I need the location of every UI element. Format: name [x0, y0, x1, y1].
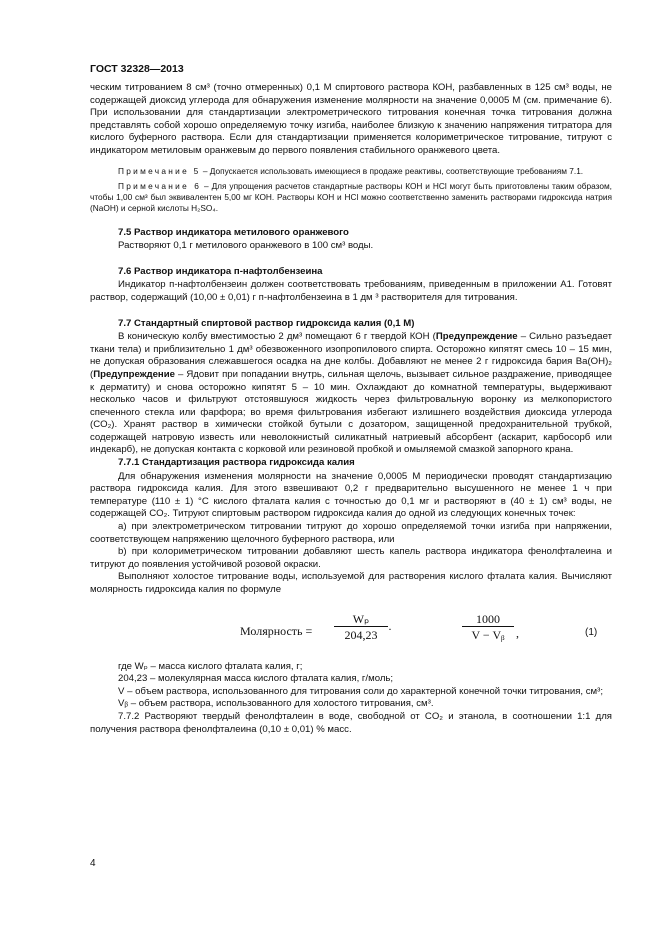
warning-label-1: Предупреждение	[435, 331, 518, 343]
note-5	[90, 166, 612, 177]
note-6-text: – Для упрощения расчетов стандартные растворы КОН и HCl могут быть приготовлены таким образом, чтобы 1,00 см³ был эквивалентен 5,00 мг КОН. Растворы КОН и HCl можно соответственно заменить растворами гидроксида натрия (NaOH) и серной кислоты H₂SO₄.	[90, 180, 612, 213]
molarity-formula	[90, 603, 612, 657]
warning-label-2: Предупреждение	[93, 368, 175, 380]
equation-number: (1)	[585, 626, 598, 638]
formula-numerator-2: 1000	[462, 613, 514, 628]
section-7-7-1-paragraph-2: Выполняют холостое титрование воды, используемой для растворения кислого фталата калия. Вычисляют молярность гидроксида калия по формуле	[90, 571, 612, 595]
section-7-7-2-text: 7.7.2 Растворяют твердый фенолфталеин в воде, свободной от CO₂ и этанола, в соотношении 1:1 для получения раствора фенолфталеина (0,10 ± 0,01) % масс.	[90, 710, 612, 735]
list-item-a: a) при электрометрическом титровании титруют до хорошо определяемой точки изгиба при напряжении, соответствующем напряжению щелочного буферного раствора, или	[90, 521, 612, 545]
formula-fraction-1	[334, 613, 388, 642]
section-7-5-text: Растворяют 0,1 г метилового оранжевого в 100 см³ воды.	[118, 240, 374, 252]
section-7-7-text	[90, 331, 612, 457]
section-7-7-text-b: – Сильно разъедает ткани тела) и приблизительно 1 дм³ обезвоженного изопропилового спирта. Осторожно кипятят смесь 10 – 15 мин, не допуская образования слежавшегося осадка на дне колбы. Добавляют не менее 2 г гидроксида бария Ba(OH)₂ (	[90, 331, 612, 380]
note-6	[90, 181, 612, 214]
note-6-label: Примечание 6	[118, 180, 202, 191]
section-7-6-text: Индикатор п-нафтолбензеин должен соответствовать требованиям, приведенным в приложении А1. Готовят раствор, содержащий (10,00 ± 0,01) г п-нафтолбензеина в 1 дм ³ растворителя для титрования.	[90, 279, 612, 303]
section-7-5-title: 7.5 Раствор индикатора метилового оранжевого	[118, 226, 349, 238]
formula-numerator-1: Wₚ	[334, 613, 388, 628]
document-header: ГОСТ 32328—2013	[90, 63, 184, 75]
section-7-7-text-c: – Ядовит при попадании внутрь, сильная щелочь, вызывает сильное раздражение, приводящее к дерматиту) и снова осторожно кипятят 5 – 10 мин. Охлаждают до комнатной температуры, выдерживают несколько часов и фильтруют отстоявшуюся жидкость через фильтровальную воронку из мелкопористого спеченного стекла или фарфора; во время фильтрования избегают излишнего воздействия диоксида углерода (CO₂). Хранят раствор в химически стойкой бутыли с дозатором, защищенной предохранительной трубкой, содержащей натровую известь или неволокнистый силикатный натриевый абсорбент (аскарит, карбосорб или индекарб), не допуская контакта с корковой или резиновой пробкой и омыляемой смазкой запорного крана.	[90, 368, 612, 456]
definition-wp: где Wₚ – масса кислого фталата калия, г;	[118, 660, 303, 672]
definition-v: V – объем раствора, использованного для титрования соли до характерной конечной точки титрования, см³;	[118, 685, 604, 697]
page-body	[90, 82, 612, 736]
formula-denominator-2: V − Vᵦ	[471, 628, 505, 643]
formula-definitions	[90, 661, 612, 711]
formula-denominator-1: 204,23	[344, 628, 378, 643]
definition-vb: Vᵦ – объем раствора, использованного для холостого титрования, см³.	[118, 698, 434, 710]
list-item-b: b) при колориметрическом титровании добавляют шесть капель раствора индикатора фенолфталеина и титруют до появления устойчивой розовой окраски.	[90, 546, 612, 570]
formula-comma: ,	[516, 625, 519, 640]
section-7-7-1-paragraph-1: Для обнаружения изменения молярности на значение 0,0005 М периодически проводят стандартизацию раствора гидроксида калия. Для этого взвешивают 0,2 г предварительно высушенного не менее 1 ч при температуре (110 ± 1) °C кислого фталата калия с точностью до 0,1 мг и растворяют в (40 ± 1) см³ воды, не содержащей CO₂. Титруют спиртовым раствором гидроксида калия до одной из следующих конечных точек:	[90, 470, 612, 520]
section-7-7-text-a: В коническую колбу вместимостью 2 дм³ помещают 6 г твердой КОН (	[118, 331, 436, 343]
section-7-7-1-title: 7.7.1 Стандартизация раствора гидроксида калия	[118, 457, 355, 469]
formula-lhs: Молярность =	[240, 623, 313, 638]
definition-molar-mass: 204,23 – молекулярная масса кислого фталата калия, г/моль;	[118, 673, 394, 685]
section-7-7-title: 7.7 Стандартный спиртовой раствор гидроксида калия (0,1 М)	[118, 317, 415, 329]
note-5-label: Примечание 5	[118, 165, 201, 176]
formula-dot: ·	[388, 621, 392, 636]
section-7-6-title: 7.6 Раствор индикатора п-нафтолбензеина	[118, 265, 323, 277]
note-5-text: – Допускается использовать имеющиеся в продаже реактивы, соответствующие требованиям 7.1.	[202, 165, 584, 176]
paragraph-continuation: ческим титрованием 8 см³ (точно отмеренных) 0,1 М спиртового раствора КОН, разбавленных в 125 см³ воды, не содержащей диоксид углерода для обнаружения изменение молярности на значение 0,0005 М (см. примечание 6). При использовании для стандартизации электрометрического титрования конечная точка титрования должна представлять собой хорошо определяемую точку изгиба, наиболее близкую к значению напряжения титратора для кислого буферного раствора. Если для стандартизации применяется колориметрическое титрование, титруют с индикатором метиловым оранжевым до первого появления стабильного оранжевого цвета.	[90, 82, 612, 156]
page-number: 4	[90, 858, 96, 869]
formula-fraction-2	[462, 613, 514, 642]
